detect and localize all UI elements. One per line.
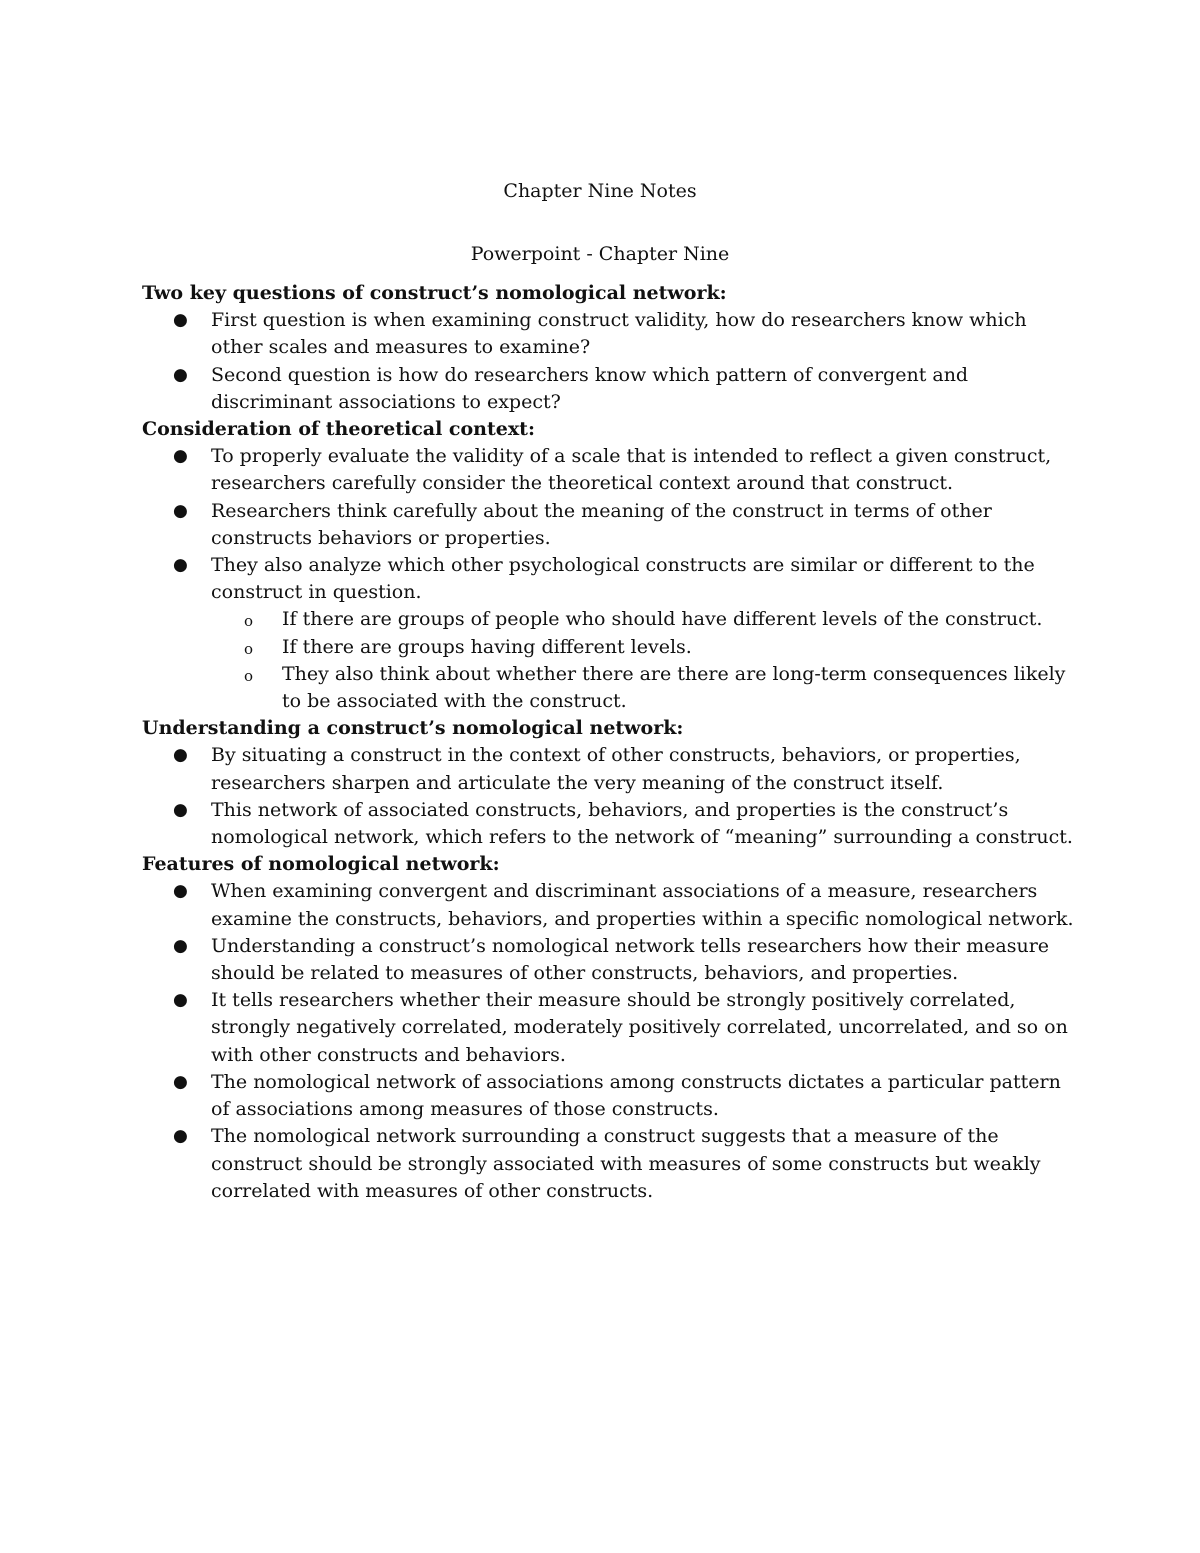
list-item-text: First question is when examining construct validity, how do researchers know which other scales and measures to examine? [211,309,1027,359]
page-title: Chapter Nine Notes [503,180,697,202]
bullet-icon: ● [173,799,188,820]
sub-list-item-text: If there are groups having different levels. [282,635,692,658]
bullet-list [142,307,1082,416]
list-item [173,1069,1082,1123]
bullet-icon: ● [173,990,188,1011]
list-item [173,987,1082,1069]
bullet-icon: ● [173,310,188,331]
circle-bullet-icon: o [244,639,254,658]
list-item-text: To properly evaluate the validity of a scale that is intended to reflect a given construct, researchers carefully consider the theoretical context around that construct. [211,445,1052,495]
list-item-text: They also analyze which other psychological constructs are similar or different to the construct in question. [211,554,1035,604]
list-item [173,362,1082,416]
sub-list-item [244,606,1082,633]
list-item [173,933,1082,987]
list-item [173,552,1082,715]
list-item [173,742,1082,796]
list-item-text: When examining convergent and discriminant associations of a measure, researchers examine the constructs, behaviors, and properties within a specific nomological network. [211,880,1074,930]
list-item-text: Understanding a construct’s nomological network tells researchers how their measure should be related to measures of other constructs, behaviors, and properties. [211,934,1050,985]
sub-list-item-text: If there are groups of people who should have different levels of the construct. [282,608,1043,631]
circle-bullet-icon: o [244,666,254,685]
sub-list-item [244,634,1082,661]
list-item-text: The nomological network surrounding a construct suggests that a measure of the construct should be strongly associated with measures of some constructs but weakly correlated with measures of other constructs. [211,1125,1041,1202]
list-item-text: The nomological network of associations among constructs dictates a particular pattern of associations among measures of those constructs. [211,1070,1061,1121]
bullet-icon: ● [173,555,188,576]
bullet-icon: ● [173,745,188,766]
circle-bullet-icon: o [244,612,254,631]
list-item-text: Researchers think carefully about the meaning of the construct in terms of other constructs behaviors or properties. [211,499,992,549]
list-item [173,498,1082,552]
section-heading: Features of nomological network: [142,853,500,876]
bullet-icon: ● [173,500,188,521]
page-subtitle: Powerpoint - Chapter Nine [470,243,730,265]
bullet-list [142,443,1082,715]
sub-list-item [244,661,1082,715]
list-item [173,1123,1082,1205]
bullet-icon: ● [173,881,188,902]
list-item-text: By situating a construct in the context of other constructs, behaviors, or properties, researchers sharpen and articulate the very meaning of the construct itself. [211,744,1021,794]
list-item [173,443,1082,497]
bullet-icon: ● [173,935,188,956]
sub-bullet-list [211,606,1082,715]
section-heading: Understanding a construct’s nomological network: [142,717,684,740]
list-item [173,307,1082,361]
bullet-icon: ● [173,364,188,385]
list-item-text: It tells researchers whether their measure should be strongly positively correlated, strongly negatively correlated, moderately positively correlated, uncorrelated, and so on with other constructs and behaviors. [211,989,1068,1066]
list-item-text: Second question is how do researchers know which pattern of convergent and discriminant associations to expect? [211,363,969,413]
bullet-icon: ● [173,1071,188,1092]
section-heading: Two key questions of construct’s nomological network: [142,282,727,304]
sub-list-item-text: They also think about whether there are there are long-term consequences likely to be associated with the construct. [282,662,1066,713]
bullet-list [142,742,1082,851]
section-heading: Consideration of theoretical context: [142,418,535,441]
list-item [173,878,1082,932]
list-item [173,797,1082,851]
bullet-icon: ● [173,446,188,467]
bullet-list [142,878,1082,1204]
list-item-text: This network of associated constructs, behaviors, and properties is the construct’s nomological network, which refers to the network of “meaning” surrounding a construct. [211,798,1073,849]
notes-body [142,280,1082,1205]
bullet-icon: ● [173,1126,188,1147]
